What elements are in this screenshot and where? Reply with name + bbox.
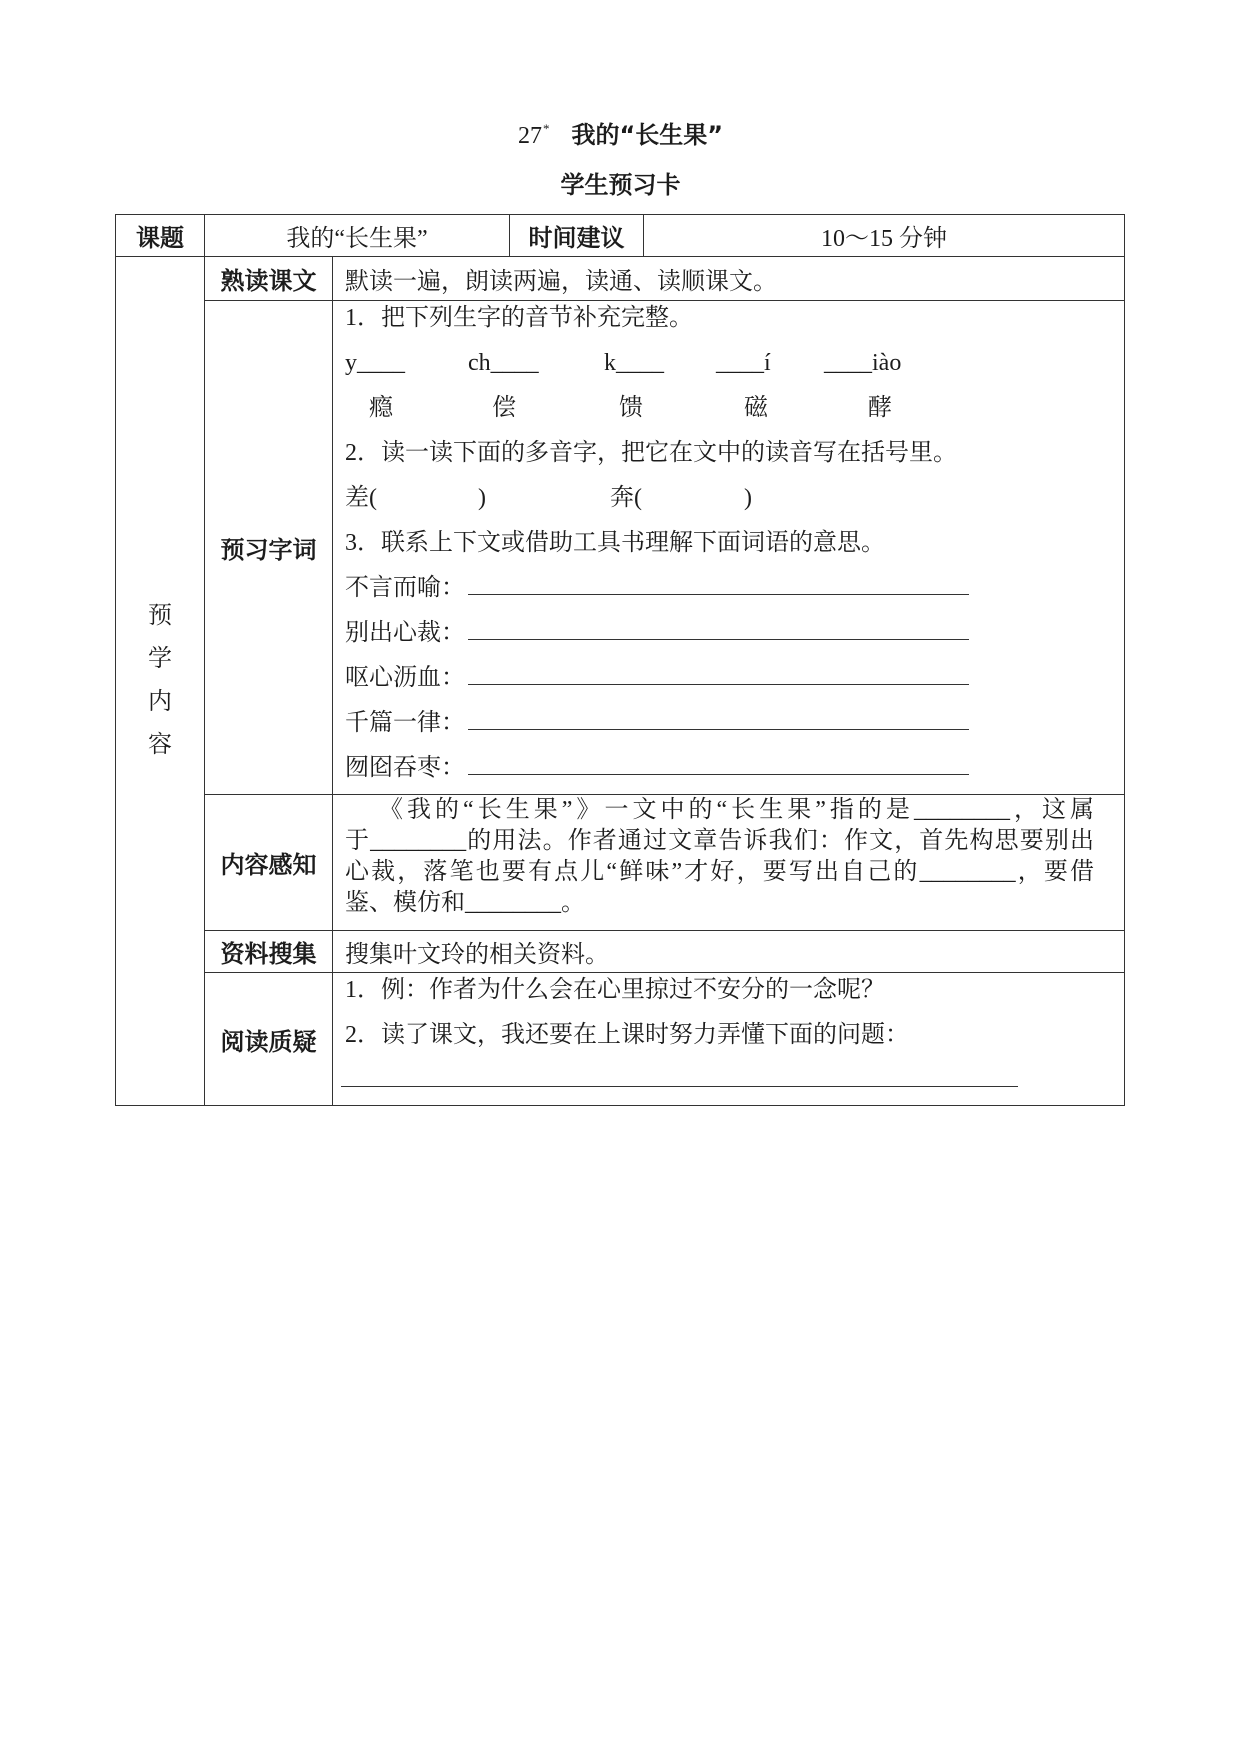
materials-row (116, 931, 1125, 973)
page-subtitle: 学生预习卡 (560, 171, 681, 199)
section-side-cell (116, 257, 205, 1106)
question-item: 1．例：作者为什么会在心里掠过不安分的一念呢？ (345, 977, 885, 1003)
content-paragraph-line: 心裁，落笔也要有点儿“鲜味”才好，要写出自己的________，要借 (345, 859, 1094, 885)
polyphone-open: 差( (345, 485, 377, 511)
pinyin-syllable: ch____ (468, 350, 539, 376)
polyphone-close: ) (744, 485, 752, 511)
vocab-task-2: 2．读一读下面的多音字，把它在文中的读音写在括号里。 (345, 440, 957, 466)
answer-line (468, 639, 969, 640)
answer-line (468, 774, 969, 775)
answer-line (468, 684, 969, 685)
question-item: 2．读了课文，我还要在上课时努力弄懂下面的问题： (345, 1022, 909, 1048)
materials-label: 资料搜集 (205, 931, 333, 973)
vocab-stack (345, 296, 1094, 784)
content-paragraph-line: 《我的“长生果”》一文中的“长生果”指的是________，这属 (379, 797, 1094, 823)
pinyin-syllable: k____ (604, 350, 664, 376)
topic-value: 我的“长生果” (205, 215, 510, 257)
word-row (345, 656, 1094, 701)
time-value: 10～15 分钟 (644, 215, 1125, 257)
content-label: 内容感知 (205, 795, 333, 931)
pinyin-character: 酵 (868, 395, 892, 421)
preview-card-table (115, 214, 1125, 1106)
polyphone-row (345, 476, 1094, 521)
questions-row (116, 973, 1125, 1106)
question-answer-row (345, 1058, 1094, 1103)
word-label: 囫囵吞枣： (345, 755, 465, 781)
answer-line (468, 729, 969, 730)
word-label: 不言而喻： (345, 575, 465, 601)
content-paragraph-line: 鉴、模仿和________。 (345, 890, 585, 916)
content-cell (333, 795, 1125, 931)
content-row (116, 795, 1125, 931)
pinyin-character: 馈 (619, 395, 643, 421)
pinyin-character: 磁 (744, 395, 768, 421)
word-row (345, 611, 1094, 656)
word-row (345, 746, 1094, 791)
word-label: 呕心沥血： (345, 665, 465, 691)
word-label: 千篇一律： (345, 710, 465, 736)
self-study-marker: * (542, 121, 550, 136)
character-row (345, 386, 1094, 431)
questions-cell (333, 973, 1125, 1106)
content-paragraph-line: 于________的用法。作者通过文章告诉我们：作文，首先构思要别出 (345, 828, 1094, 854)
word-row (345, 566, 1094, 611)
polyphone-open: 奔( (610, 485, 642, 511)
vocab-task-3: 3．联系上下文或借助工具书理解下面词语的意思。 (345, 530, 885, 556)
page-title-line (0, 118, 1241, 156)
pinyin-syllable: y____ (345, 350, 405, 376)
pinyin-syllable: ____iào (824, 350, 902, 376)
questions-stack (345, 968, 1094, 1093)
vocab-label: 预习字词 (205, 301, 333, 795)
time-label: 时间建议 (510, 215, 644, 257)
reading-label: 熟读课文 (205, 257, 333, 301)
materials-text: 搜集叶文玲的相关资料。 (333, 931, 1125, 973)
pinyin-syllable: ____í (716, 350, 771, 376)
topic-label: 课题 (116, 215, 205, 257)
vocab-task-1: 1．把下列生字的音节补充完整。 (345, 305, 693, 331)
answer-line (468, 594, 969, 595)
content-paragraph (345, 795, 1094, 919)
pinyin-character: 偿 (492, 395, 516, 421)
section-side-label: 预学内容 (148, 603, 172, 758)
question-answer-line (341, 1086, 1018, 1087)
pinyin-row (345, 341, 1094, 386)
pinyin-character: 瘾 (369, 395, 393, 421)
info-row (116, 215, 1125, 257)
polyphone-close: ) (478, 485, 486, 511)
page-title: 我的“长生果” (571, 121, 724, 149)
lesson-number: 27 (517, 123, 542, 149)
vocab-row (116, 301, 1125, 795)
word-row (345, 701, 1094, 746)
vocab-content (333, 301, 1125, 795)
reading-row (116, 257, 1125, 301)
reading-text: 默读一遍，朗读两遍，读通、读顺课文。 (333, 257, 1125, 301)
word-label: 别出心裁： (345, 620, 465, 646)
questions-label: 阅读质疑 (205, 973, 333, 1106)
